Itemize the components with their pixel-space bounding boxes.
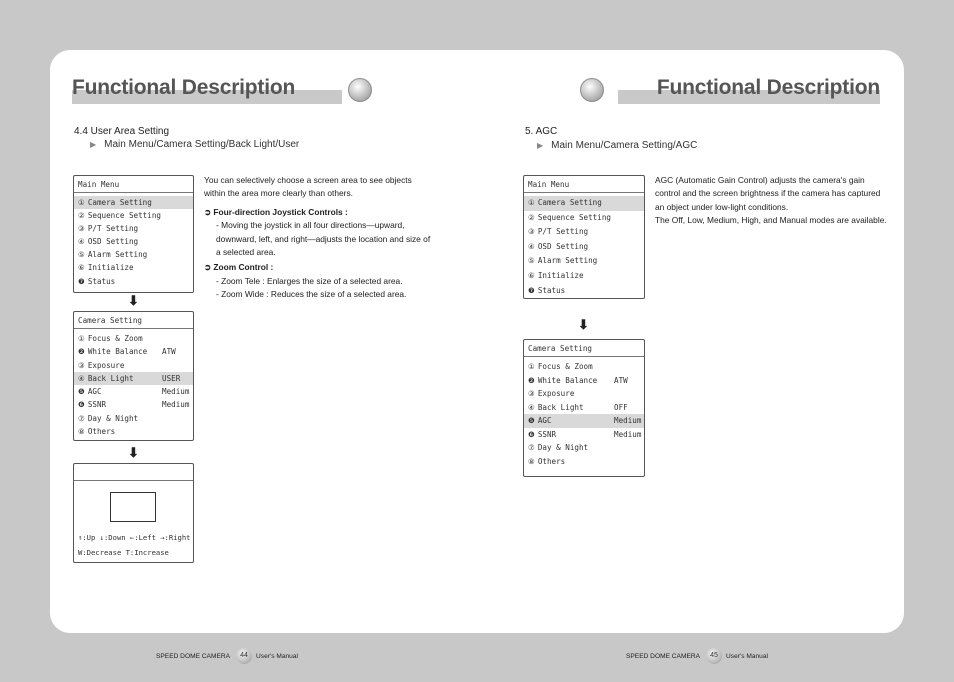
menu-item-value: Medium xyxy=(614,416,642,425)
menu-item xyxy=(524,441,644,455)
menu-item xyxy=(74,359,193,372)
menu-item-value: Medium xyxy=(614,429,642,439)
zoom-wide-text: - Zoom Wide : Reduces the size of a selected area. xyxy=(216,289,407,300)
menu-item-label: Exposure xyxy=(87,360,125,370)
menu-item xyxy=(524,225,644,240)
menu-item xyxy=(74,345,193,358)
menu-item-label: P/T Setting xyxy=(537,227,589,237)
menu-item-number: ⑧ xyxy=(78,427,85,437)
menu-item-value: Medium xyxy=(162,387,190,397)
agc-modes: The Off, Low, Medium, High, and Manual modes are available. xyxy=(655,215,887,226)
menu-item xyxy=(524,428,644,442)
menu-item-label: Initialize xyxy=(537,270,584,280)
menu-item-label: SSNR xyxy=(87,400,107,410)
menu-title: Main Menu xyxy=(74,176,193,193)
menu-item xyxy=(524,387,644,401)
menu-item-value: OFF xyxy=(614,402,628,412)
page-title-right: Functional Description xyxy=(656,76,880,99)
menu-item xyxy=(524,196,644,211)
menu-item-label: Exposure xyxy=(537,389,575,398)
menu-item-label: Focus & Zoom xyxy=(537,362,593,371)
agc-description: AGC (Automatic Gain Control) adjusts the camera's gain control and the screen brightness if the camera has captured an object under low-light conditions. xyxy=(655,175,881,212)
menu-item-value: Medium xyxy=(162,400,190,410)
menu-item xyxy=(74,209,193,222)
right-body-text xyxy=(655,174,891,228)
menu-item-number: ② xyxy=(528,212,535,222)
menu-item-value: ATW xyxy=(162,347,176,357)
menu-item-number: ❺ xyxy=(78,387,85,397)
menu-title: Main Menu xyxy=(524,176,644,193)
osd-direction-hint: ↑:Up ↓:Down ←:Left →:Right xyxy=(78,533,191,542)
menu-rows xyxy=(524,193,644,298)
menu-item-value: USER xyxy=(162,373,181,383)
menu-path-text: Main Menu/Camera Setting/Back Light/User xyxy=(104,139,300,150)
zoom-heading: ➲ Zoom Control : xyxy=(204,262,274,273)
menu-item-label: Day & Night xyxy=(537,443,589,452)
menu-item-label: Sequence Setting xyxy=(537,212,611,222)
menu-item-number: ❻ xyxy=(528,429,535,439)
osd-title-bar xyxy=(74,464,193,481)
menu-item-number: ⑥ xyxy=(78,263,85,273)
menu-item-number: ④ xyxy=(78,373,85,383)
manual-spread xyxy=(50,50,904,633)
menu-item-number: ④ xyxy=(528,241,535,251)
sphere-icon-left xyxy=(348,78,372,102)
menu-item xyxy=(524,254,644,269)
footer-manual: User's Manual xyxy=(256,652,298,660)
menu-item xyxy=(74,261,193,274)
menu-item-label: Others xyxy=(87,427,116,437)
page-number: 44 xyxy=(236,648,252,664)
menu-item-label: Initialize xyxy=(87,263,134,273)
menu-item xyxy=(524,211,644,226)
menu-item xyxy=(524,284,644,299)
footer-right xyxy=(626,648,768,664)
menu-item xyxy=(74,412,193,425)
section-title-left: 4.4 User Area Setting xyxy=(74,126,170,137)
menu-item-number: ❼ xyxy=(528,285,535,295)
menu-item-number: ⑦ xyxy=(528,443,535,452)
menu-item xyxy=(74,248,193,261)
left-body-text xyxy=(204,174,432,302)
intro-paragraph: You can selectively choose a screen area to see objects within the area more clearly than others. xyxy=(204,175,412,199)
menu-item xyxy=(74,332,193,345)
zoom-tele-text: - Zoom Tele : Enlarges the size of a selected area. xyxy=(216,275,403,286)
menu-rows xyxy=(74,329,193,438)
menu-title: Camera Setting xyxy=(524,340,644,357)
menu-item-number: ⑦ xyxy=(78,413,85,423)
menu-item-label: Camera Setting xyxy=(537,198,602,207)
menu-item-number: ⑤ xyxy=(528,256,535,266)
menu-item-label: OSD Setting xyxy=(537,241,589,251)
menu-item-number: ❼ xyxy=(78,276,85,286)
menu-item-number: ③ xyxy=(78,224,85,234)
area-select-osd xyxy=(73,463,194,563)
menu-item-number: ③ xyxy=(78,360,85,370)
menu-item xyxy=(74,235,193,248)
menu-item-label: Status xyxy=(537,285,566,295)
menu-item-value: ATW xyxy=(614,375,628,385)
menu-item xyxy=(74,425,193,438)
menu-item-label: White Balance xyxy=(537,375,598,385)
menu-item-number: ⑥ xyxy=(528,270,535,280)
menu-item-label: Sequence Setting xyxy=(87,211,161,221)
menu-item-number: ❻ xyxy=(78,400,85,410)
menu-item-label: Back Light xyxy=(537,402,584,412)
triangle-icon: ▶ xyxy=(90,140,97,149)
menu-item-number: ⑤ xyxy=(78,250,85,260)
menu-item-label: Camera Setting xyxy=(87,198,152,207)
footer-product: SPEED DOME CAMERA xyxy=(156,652,231,660)
menu-item-label: P/T Setting xyxy=(87,224,139,234)
menu-item xyxy=(524,401,644,415)
menu-item xyxy=(524,374,644,388)
menu-item-label: SSNR xyxy=(537,429,557,439)
menu-item-number: ① xyxy=(528,362,535,371)
main-menu-osd-right xyxy=(523,175,645,299)
menu-item-number: ① xyxy=(528,198,535,207)
menu-item-number: ① xyxy=(78,334,85,343)
menu-item-number: ② xyxy=(78,211,85,221)
footer-product: SPEED DOME CAMERA xyxy=(626,652,701,660)
menu-path-right xyxy=(537,140,697,151)
menu-item-number: ❷ xyxy=(528,375,535,385)
menu-item-number: ❺ xyxy=(528,416,535,425)
down-arrow-icon: ⬇ xyxy=(128,293,139,308)
menu-item-label: AGC xyxy=(537,416,552,425)
footer-manual: User's Manual xyxy=(726,652,768,660)
menu-item-label: AGC xyxy=(87,387,102,397)
page-title-left: Functional Description xyxy=(72,76,296,99)
menu-item xyxy=(74,275,193,288)
menu-item xyxy=(74,385,193,398)
menu-item-label: Day & Night xyxy=(87,413,139,423)
menu-rows xyxy=(74,193,193,288)
osd-zoom-hint: W:Decrease T:Increase xyxy=(78,548,169,557)
menu-item-number: ③ xyxy=(528,227,535,237)
menu-item xyxy=(74,398,193,411)
triangle-icon: ▶ xyxy=(537,141,544,150)
menu-item-label: Others xyxy=(537,456,566,466)
main-menu-osd-left xyxy=(73,175,194,293)
menu-item xyxy=(524,455,644,469)
menu-item xyxy=(74,196,193,209)
joystick-heading: ➲ Four-direction Joystick Controls : xyxy=(204,206,348,217)
menu-item-number: ⑧ xyxy=(528,456,535,466)
menu-path-left xyxy=(90,139,299,150)
menu-item-label: Focus & Zoom xyxy=(87,334,143,343)
menu-item xyxy=(524,360,644,374)
footer-left xyxy=(156,648,298,664)
menu-item-number: ❷ xyxy=(78,347,85,357)
menu-title: Camera Setting xyxy=(74,312,193,329)
page-number: 45 xyxy=(706,648,722,664)
menu-item-label: OSD Setting xyxy=(87,237,139,247)
menu-rows xyxy=(524,357,644,468)
menu-item-number: ① xyxy=(78,198,85,207)
menu-item-label: Back Light xyxy=(87,373,134,383)
menu-item-label: Alarm Setting xyxy=(537,256,598,266)
menu-item xyxy=(524,240,644,255)
menu-item xyxy=(524,414,644,428)
sphere-icon-right xyxy=(580,78,604,102)
menu-item-number: ③ xyxy=(528,389,535,398)
menu-item xyxy=(74,222,193,235)
menu-item-label: Alarm Setting xyxy=(87,250,148,260)
menu-item-number: ④ xyxy=(78,237,85,247)
joystick-text: - Moving the joystick in all four directions—upward, downward, left, and right—adjusts the location and size of a selected area. xyxy=(216,220,431,258)
menu-path-text: Main Menu/Camera Setting/AGC xyxy=(551,140,698,151)
menu-item xyxy=(74,372,193,385)
camera-menu-osd-right xyxy=(523,339,645,477)
camera-menu-osd-left xyxy=(73,311,194,441)
menu-item-label: White Balance xyxy=(87,347,148,357)
selected-area-rect xyxy=(110,492,156,522)
down-arrow-icon: ⬇ xyxy=(128,445,139,460)
menu-item xyxy=(524,269,644,284)
menu-item-number: ④ xyxy=(528,402,535,412)
section-title-right: 5. AGC xyxy=(525,126,558,137)
down-arrow-icon: ⬇ xyxy=(578,317,589,332)
menu-item-label: Status xyxy=(87,276,116,286)
